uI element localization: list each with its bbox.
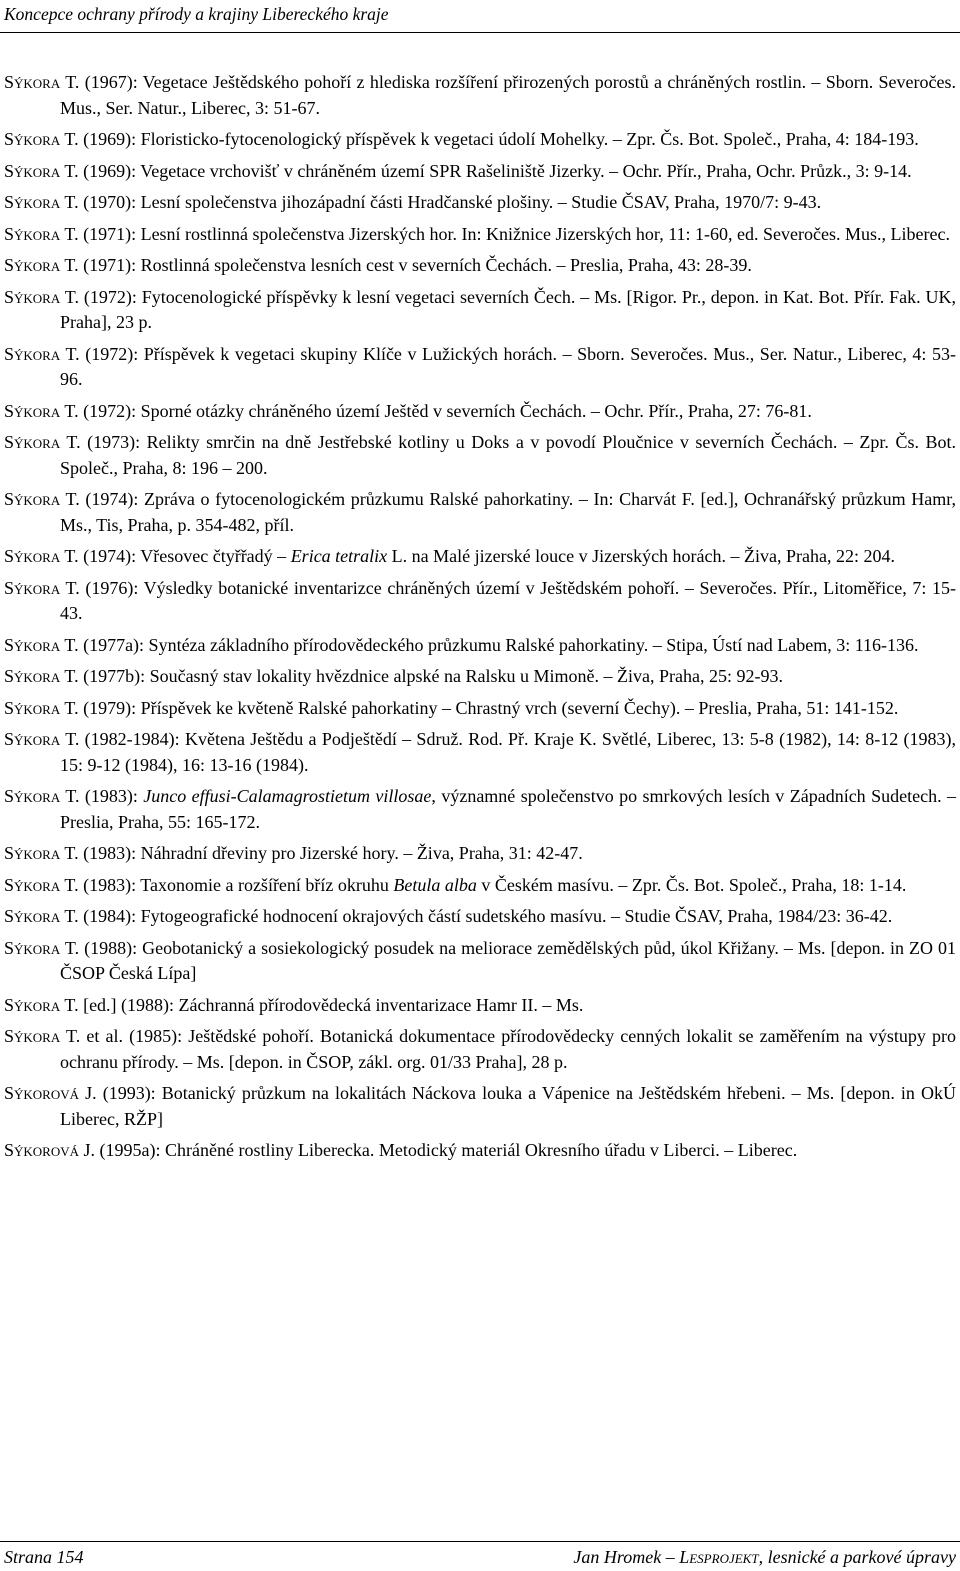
reference-entry <box>4 873 956 899</box>
reference-author: Sýkora T. <box>4 937 80 958</box>
reference-author: Sýkora T. <box>4 634 79 655</box>
reference-author: Sýkora T. <box>4 546 79 566</box>
reference-author: Sýkora T. <box>4 72 80 92</box>
reference-text: (1972): Fytocenologické příspěvky k lesní vegetaci severních Čech. – Ms. [Rigor. Pr., depon. in Kat. Bot. Přír. Fak. UK, Praha], 23 p. <box>60 286 956 332</box>
reference-entry <box>4 784 956 835</box>
reference-text: (1984): Fytogeografické hodnocení okrajových částí sudetského masívu. – Studie ČSAV, Praha, 1984/23: 36-42. <box>78 906 893 926</box>
reference-entry <box>4 696 956 722</box>
reference-entry <box>4 253 956 279</box>
reference-entry <box>4 576 956 627</box>
reference-text: (1983): Náhradní dřeviny pro Jizerské hory. – Živa, Praha, 31: 42-47. <box>78 843 583 863</box>
reference-entry <box>4 285 956 336</box>
reference-entry <box>4 993 956 1019</box>
reference-entry <box>4 487 956 538</box>
reference-author: Sýkora T. <box>4 489 80 509</box>
reference-author: Sýkora T. <box>4 729 80 749</box>
footer-firm: Lesprojekt <box>679 1547 759 1567</box>
reference-author: Sýkora T. <box>4 129 79 149</box>
reference-text: (1967): Vegetace Ještědského pohoří z hlediska rozšíření přirozených porostů a chráněných rostlin. – Sborn. Severočes. Mus., Ser. Natur., Liberec, 3: 51-67. <box>60 72 956 118</box>
reference-taxon: Betula alba <box>393 874 477 895</box>
page-number: Strana 154 <box>4 1547 84 1567</box>
reference-entry <box>4 841 956 867</box>
reference-entry <box>4 159 956 185</box>
reference-text: (1973): Relikty smrčin na dně Jestřebské kotliny u Doks a v povodí Ploučnice v severních Čechách. – Zpr. Čs. Bot. Společ., Praha, 8: 196 – 200. <box>60 432 957 478</box>
reference-text: (1969): Floristicko-fytocenologický příspěvek k vegetaci údolí Mohelky. – Zpr. Čs. Bot. Společ., Praha, 4: 184-193. <box>78 129 919 149</box>
reference-text: (1982-1984): Květena Ještědu a Podještědí – Sdruž. Rod. Př. Kraje K. Světlé, Liberec, 13: 5-8 (1982), 14: 8-12 (1983), 15: 9-12 (1984), 16: 13-16 (1984). <box>60 729 956 775</box>
reference-author: Sýkora T. <box>4 192 79 212</box>
footer-author <box>573 1547 956 1568</box>
reference-text: (1971): Rostlinná společenstva lesních cest v severních Čechách. – Preslia, Praha, 43: 28-39. <box>78 255 752 275</box>
reference-text: (1971): Lesní rostlinná společenstva Jizerských hor. In: Knižnice Jizerských hor, 11: 1-60, ed. Severočes. Mus., Liberec. <box>78 223 950 244</box>
reference-author: Sýkora T. <box>4 343 80 364</box>
reference-entry <box>4 342 956 393</box>
reference-author: Sýkora T. <box>4 843 79 863</box>
reference-author: Sýkora T. <box>4 432 81 452</box>
reference-author: Sýkora T. <box>4 786 80 806</box>
reference-taxon: Erica tetralix <box>290 546 388 566</box>
reference-author: Sýkora T. <box>4 160 79 181</box>
reference-text: (1972): Příspěvek k vegetaci skupiny Klíče v Lužických horách. – Sborn. Severočes. Mus., Ser. Natur., Liberec, 4: 53-96. <box>60 343 956 389</box>
page-footer <box>0 1536 960 1571</box>
reference-text: (1970): Lesní společenstva jihozápadní části Hradčanské plošiny. – Studie ČSAV, Praha, 1970/7: 9-43. <box>78 192 822 212</box>
reference-taxon: Junco effusi-Calamagrostietum villosae <box>143 786 432 806</box>
reference-entry <box>4 430 956 481</box>
footer-firm-suffix: , lesnické a parkové úpravy <box>758 1547 956 1567</box>
reference-entry <box>4 127 956 153</box>
reference-text: (1979): Příspěvek ke květeně Ralské pahorkatiny – Chrastný vrch (severní Čechy). – Preslia, Praha, 51: 141-152. <box>78 697 899 718</box>
reference-author: Sýkora T. <box>4 906 79 926</box>
reference-entry <box>4 1138 956 1164</box>
footer-divider <box>0 1541 960 1542</box>
reference-text: (1974): Vřesovec čtyřřadý – <box>78 546 291 566</box>
reference-author: Sýkora T. <box>4 874 79 895</box>
reference-text: et al. (1985): Ještědské pohoří. Botanická dokumentace přírodovědecky cenných lokalit se zaměřením na výstupy pro ochranu přírody. – Ms. [depon. in ČSOP, zákl. org. 01/33 Praha], 28 p. <box>60 1026 956 1072</box>
reference-author: Sýkorová J. <box>4 1140 96 1160</box>
reference-text: (1983): Taxonomie a rozšíření bříz okruhu <box>78 874 394 895</box>
reference-author: Sýkora T. <box>4 286 79 307</box>
reference-text: L. na Malé jizerské louce v Jizerských horách. – Živa, Praha, 22: 204. <box>387 546 896 566</box>
reference-author: Sýkora T. <box>4 223 79 244</box>
reference-entry <box>4 727 956 778</box>
reference-author: Sýkora T. <box>4 1026 81 1046</box>
reference-entry <box>4 936 956 987</box>
document-title: Koncepce ochrany přírody a krajiny Libereckého kraje <box>4 4 389 24</box>
reference-text: (1974): Zpráva o fytocenologickém průzkumu Ralské pahorkatiny. – In: Charvát F. [ed.], Ochranářský průzkum Hamr, Ms., Tis, Praha, p. 354-482, příl. <box>60 489 956 535</box>
reference-text: (1983): <box>79 786 144 806</box>
reference-text: (1972): Sporné otázky chráněného území Ještěd v severních Čechách. – Ochr. Přír., Praha, 27: 76-81. <box>78 400 812 421</box>
reference-text: (1976): Výsledky botanické inventarizce chráněných území v Ještědském pohoří. – Severočes. Přír., Litoměřice, 7: 15-43. <box>60 577 956 623</box>
reference-text: , významné společenstvo po smrkových lesích v Západních Sudetech. – Preslia, Praha, 55: 165-172. <box>60 786 956 832</box>
reference-author: Sýkora T. <box>4 400 79 421</box>
reference-author: Sýkora T. <box>4 577 80 598</box>
reference-entry <box>4 664 956 690</box>
reference-entry <box>4 70 956 121</box>
reference-author: Sýkora T. <box>4 994 79 1015</box>
reference-text: v Českém masívu. – Zpr. Čs. Bot. Společ., Praha, 18: 1-14. <box>476 874 907 895</box>
reference-entry <box>4 190 956 216</box>
header-divider <box>0 32 960 33</box>
reference-author: Sýkora T. <box>4 666 79 686</box>
reference-entry <box>4 399 956 425</box>
reference-text: (1977a): Syntéza základního přírodovědeckého průzkumu Ralské pahorkatiny. – Stipa, Ústí nad Labem, 3: 116-136. <box>78 634 919 655</box>
reference-entry <box>4 544 956 570</box>
reference-text: (1969): Vegetace vrchovišť v chráněném území SPR Rašeliniště Jizerky. – Ochr. Přír., Praha, Ochr. Průzk., 3: 9-14. <box>78 160 912 181</box>
reference-text: (1977b): Současný stav lokality hvězdnice alpské na Ralsku u Mimoně. – Živa, Praha, 25: 92-93. <box>78 666 783 686</box>
reference-text: [ed.] (1988): Záchranná přírodovědecká inventarizace Hamr II. – Ms. <box>78 994 584 1015</box>
reference-entry <box>4 904 956 930</box>
reference-author: Sýkorová J. <box>4 1083 97 1103</box>
reference-list <box>4 70 956 1170</box>
reference-author: Sýkora T. <box>4 697 79 718</box>
page-header <box>0 0 960 36</box>
reference-entry <box>4 222 956 248</box>
reference-entry <box>4 633 956 659</box>
footer-author-name: Jan Hromek – <box>573 1547 680 1567</box>
reference-text: (1993): Botanický průzkum na lokalitách Náckova louka a Vápenice na Ještědském hřebeni. – Ms. [depon. in OkÚ Liberec, RŽP] <box>60 1083 956 1129</box>
reference-text: (1988): Geobotanický a sosiekologický posudek na meliorace zemědělských půd, úkol Křižany. – Ms. [depon. in ZO 01 ČSOP Česká Lípa] <box>60 937 956 983</box>
reference-entry <box>4 1081 956 1132</box>
reference-author: Sýkora T. <box>4 255 79 275</box>
reference-entry <box>4 1024 956 1075</box>
reference-text: (1995a): Chráněné rostliny Liberecka. Metodický materiál Okresního úřadu v Liberci. – Liberec. <box>95 1140 798 1160</box>
